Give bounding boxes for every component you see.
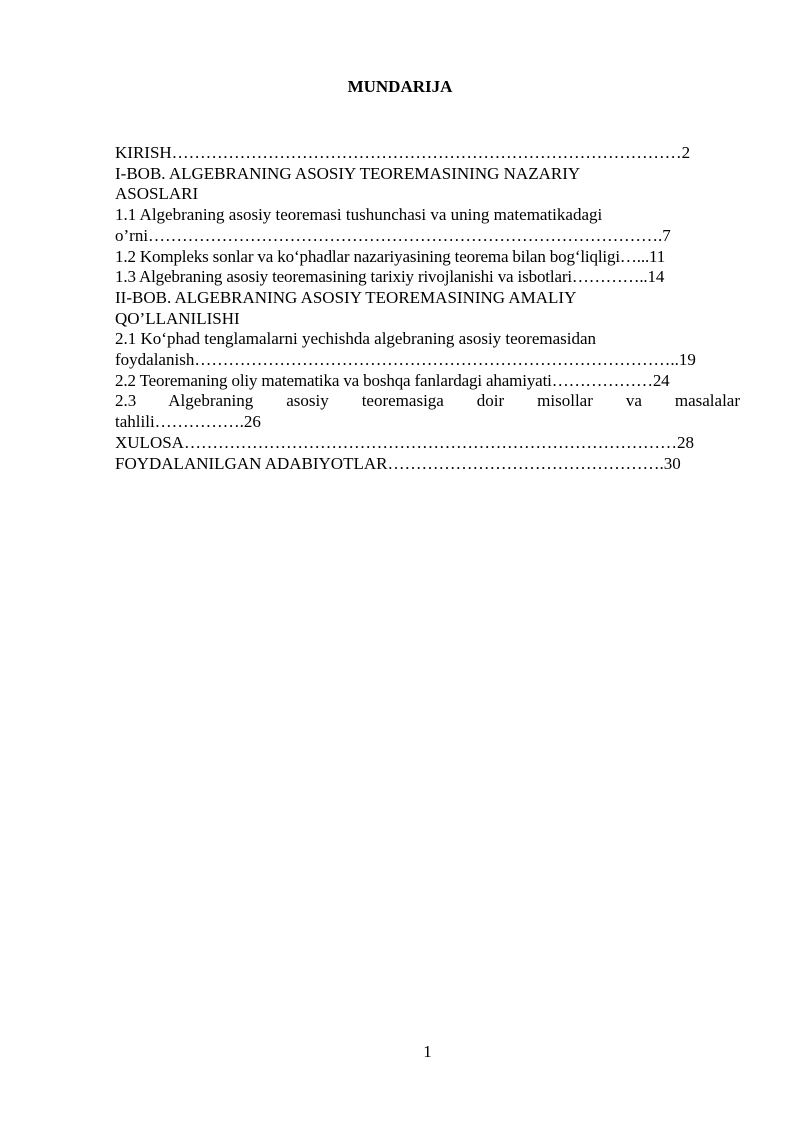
page-title: MUNDARIJA: [347, 77, 453, 96]
toc-line-xulosa: XULOSA……………………………………………………………………………28: [115, 432, 694, 452]
toc-line-section-2-3: 2.3 Algebraning asosiy teoremasiga doir misollar va masalalar: [115, 391, 740, 411]
toc-line-chapter-2-title-cont: QO’LLANILISHI: [115, 308, 240, 328]
toc-line-section-2-1-cont: foydalanish…………………………………………………………………………..19: [115, 350, 696, 370]
toc-line-section-1-3: 1.3 Algebraning asosiy teoremasining tarixiy rivojlanishi va isbotlari…………..14: [115, 267, 665, 287]
toc-line-chapter-2-title: II-BOB. ALGEBRANING ASOSIY TEOREMASINING AMALIY: [115, 287, 577, 307]
table-of-contents: [115, 143, 740, 474]
toc-line-section-2-2: 2.2 Teoremaning oliy matematika va boshqa fanlardagi ahamiyati………………24: [115, 370, 670, 390]
toc-line-chapter-1-title-cont: ASOSLARI: [115, 184, 199, 204]
toc-line-kirish: KIRISH………………………………………………………………………………2: [115, 143, 691, 162]
toc-line-section-2-3-cont: tahlili…………….26: [115, 412, 261, 432]
toc-line-adabiyotlar: FOYDALANILGAN ADABIYOTLAR………………………………………….30: [115, 453, 681, 473]
page-number: 1: [423, 1042, 432, 1061]
toc-line-section-2-1: 2.1 Ko‘phad tenglamalarni yechishda algebraning asosiy teoremasidan: [115, 329, 597, 349]
toc-line-section-1-1-cont: o’rni……………………………………………………………………………….7: [115, 225, 671, 245]
toc-line-chapter-1-title: I-BOB. ALGEBRANING ASOSIY TEOREMASINING NAZARIY: [115, 163, 581, 183]
toc-line-section-1-2: 1.2 Kompleks sonlar va ko‘phadlar nazariyasining teorema bilan bog‘liqligi…...11: [115, 246, 666, 266]
toc-line-section-1-1: 1.1 Algebraning asosiy teoremasi tushunchasi va uning matematikadagi: [115, 205, 603, 225]
